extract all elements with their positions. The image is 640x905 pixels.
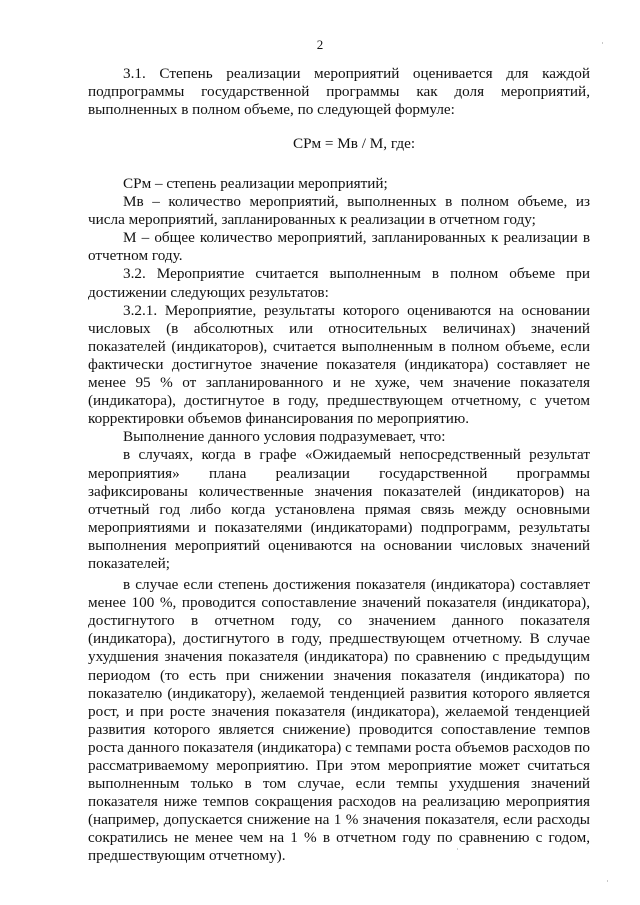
paragraph-3-2-1: 3.2.1. Мероприятие, результаты которого оцениваются на основании числовых (в абсолютных или относительных величинах) значений показателей (индикаторов), считается выполненным в полном объеме, если фактически достигнутое значение показателя (индикатора) составляет не менее 95 % от запланированного и не хуже, чем значение показателя (индикатора), достигнутое в году, предшествующем отчетному, с учетом корректировки объемов финансирования по мероприятию. [88,301,590,428]
definition-mv: Мв – количество мероприятий, выполненных в полном объеме, из числа мероприятий, запланированных к реализации в отчетном году; [88,193,590,229]
text-block-intro [88,65,590,119]
paragraph-condition: Выполнение данного условия подразумевает, что: [123,428,446,446]
formula: СРм = Мв / М, где: [292,135,416,152]
scan-speck [457,848,458,850]
definition-srm: СРм – степень реализации мероприятий; [123,175,388,192]
page-number: 2 [316,37,324,52]
paragraph-3-2: 3.2. Мероприятие считается выполненным в полном объеме при достижении следующих результатов: [88,265,590,301]
definition-m: М – общее количество мероприятий, запланированных к реализации в отчетном году. [88,229,590,265]
formula-block [88,135,590,153]
paragraph-case-1: в случаях, когда в графе «Ожидаемый непосредственный результат мероприятия» плана реализации государственной программы зафиксированы количественные значения показателей (индикаторов) на отчетный год либо когда установлена прямая связь между основными мероприятиями и показателями (индикаторами) подпрограмм, результаты выполнения мероприятий оцениваются на основании числовых значений показателей; [88,446,590,572]
scan-speck [607,880,608,882]
paragraph-case-2: в случае если степень достижения показателя (индикатора) составляет менее 100 %, проводится сопоставление значений показателя (индикатора), достигнутого в отчетном году, со значением данного показателя (индикатора), достигнутого в году, предшествующем отчетному. В случае ухудшения значения показателя (индикатора) по сравнению с предыдущим периодом (то есть при снижении значения показателя (индикатора) по показателю (индикатору), желаемой тенденцией развития которого является рост, и при росте значения показателя (индикатора), желаемой тенденцией развития которого является снижение) проводится сопоставление темпов роста данного показателя (индикатора) с темпами роста объемов расходов по рассматриваемому мероприятию. При этом мероприятие может считаться выполненным только в том случае, если темпы ухудшения значений показателя ниже темпов сокращения расходов на реализацию мероприятия (например, допускается снижение на 1 % значения показателя, если расходы сократились не менее чем на 1 % в отчетном году по сравнению с годом, предшествующим отчетному). [88,576,590,865]
scan-speck [602,42,603,44]
paragraph-3-1: 3.1. Степень реализации мероприятий оценивается для каждой подпрограммы государственной программы как доля мероприятий, выполненных в полном объеме, по следующей формуле: [88,65,590,119]
text-block-main [88,175,590,866]
